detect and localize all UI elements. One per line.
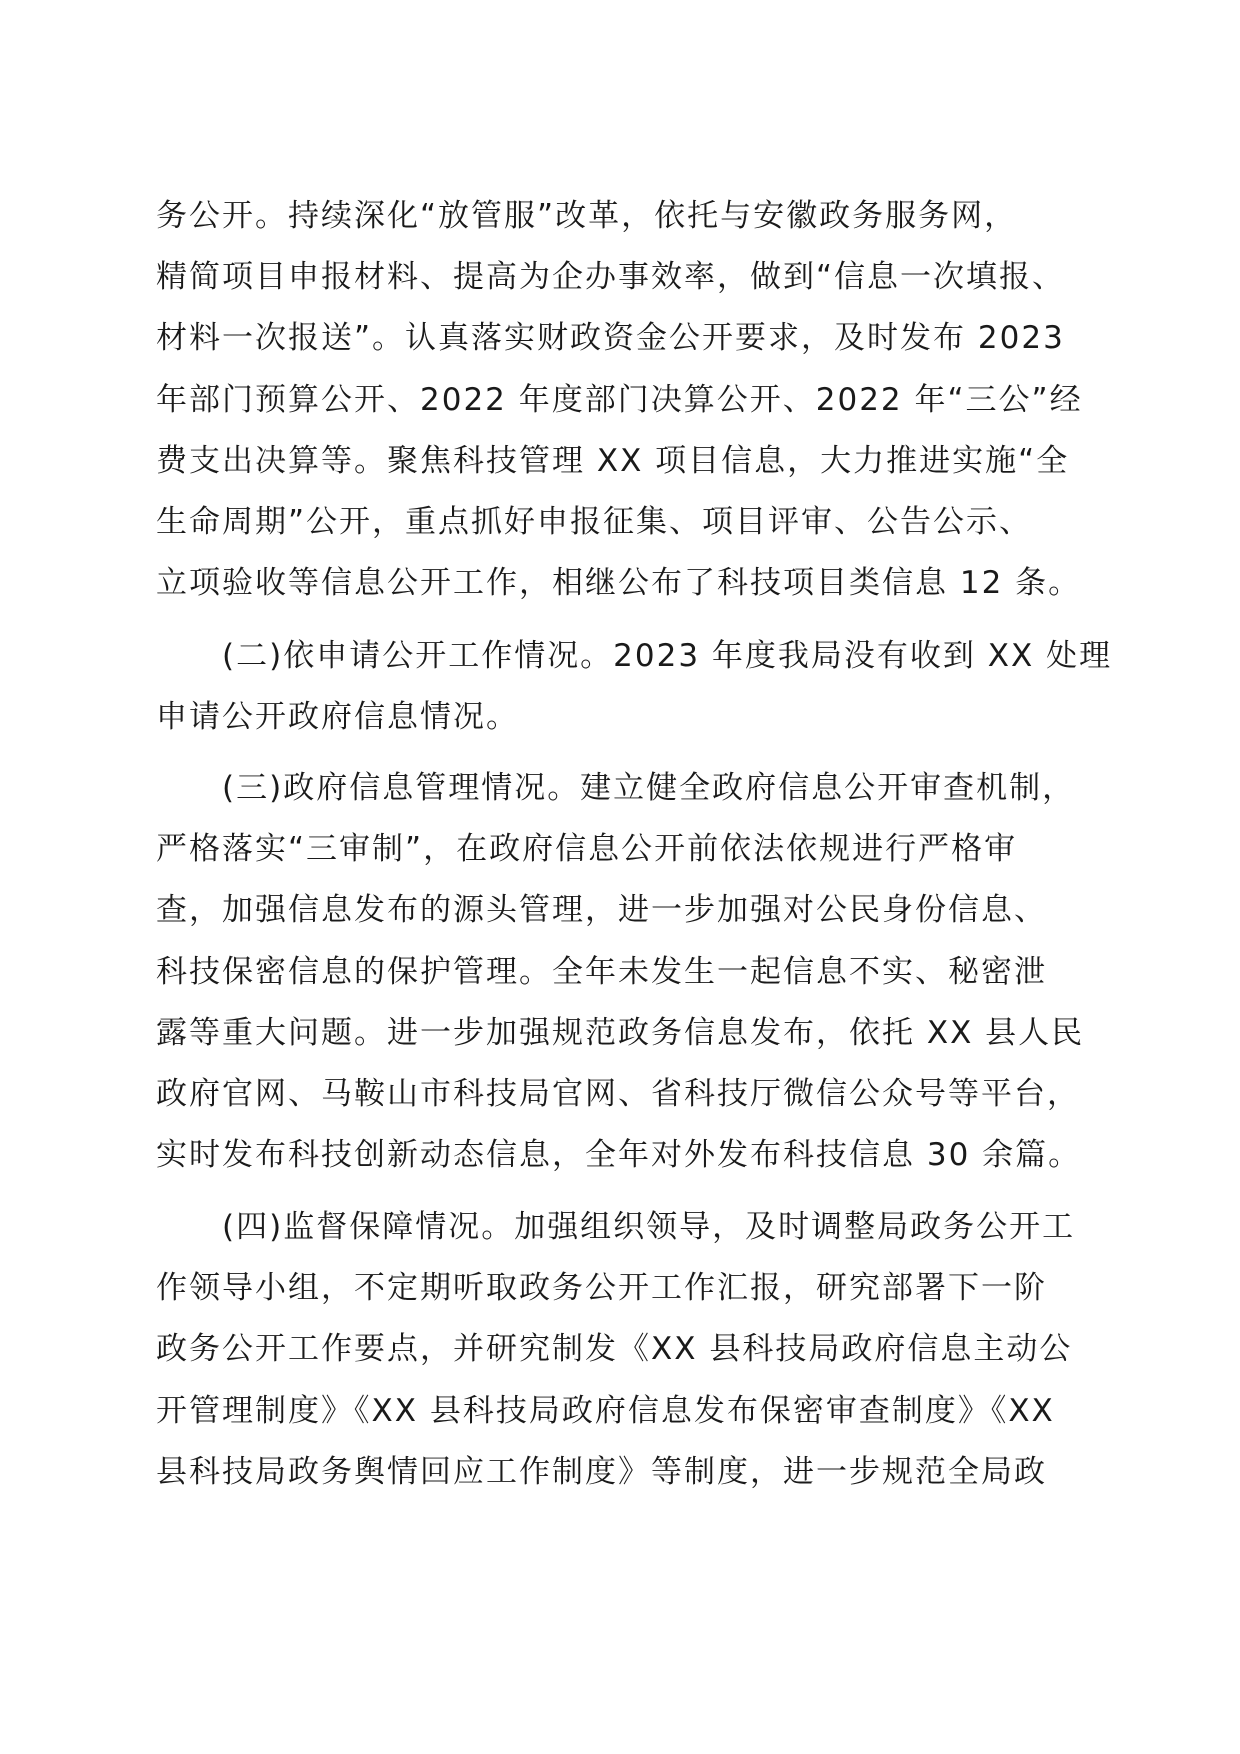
text-line: 申请公开政府信息情况。 — [156, 699, 519, 735]
section-3-heading-line: (三)政府信息管理情况。建立健全政府信息公开审查机制， — [222, 770, 1076, 806]
section-4-heading-line: (四)监督保障情况。加强组织领导，及时调整局政务公开工 — [222, 1209, 1076, 1245]
text-line: 露等重大问题。进一步加强规范政务信息发布，依托 XX 县人民 — [156, 1015, 1085, 1051]
text-line: 严格落实“三审制”，在政府信息公开前依法依规进行严格审 — [156, 831, 1018, 867]
text-line: 县科技局政务舆情回应工作制度》等制度，进一步规范全局政 — [156, 1454, 1047, 1490]
text-line: 费支出决算等。聚焦科技管理 XX 项目信息，大力推进实施“全 — [156, 443, 1070, 479]
text-line: 年部门预算公开、2022 年度部门决算公开、2022 年“三公”经 — [156, 382, 1083, 418]
text-line: 精简项目申报材料、提高为企办事效率，做到“信息一次填报、 — [156, 259, 1066, 295]
section-2-heading-line: (二)依申请公开工作情况。2023 年度我局没有收到 XX 处理 — [222, 638, 1113, 674]
text-line: 政府官网、马鞍山市科技局官网、省科技厅微信公众号等平台， — [156, 1076, 1080, 1112]
text-line: 生命周期”公开，重点抓好申报征集、项目评审、公告公示、 — [156, 504, 1033, 540]
text-line: 实时发布科技创新动态信息，全年对外发布科技信息 30 余篇。 — [156, 1137, 1082, 1173]
text-line: 政务公开工作要点，并研究制发《XX 县科技局政府信息主动公 — [156, 1331, 1073, 1367]
text-line: 科技保密信息的保护管理。全年未发生一起信息不实、秘密泄 — [156, 954, 1047, 990]
text-line: 作领导小组，不定期听取政务公开工作汇报，研究部署下一阶 — [156, 1270, 1047, 1306]
text-line: 务公开。持续深化“放管服”改革，依托与安徽政务服务网， — [156, 198, 1018, 234]
text-line: 开管理制度》《XX 县科技局政府信息发布保密审查制度》《XX — [156, 1393, 1055, 1429]
text-line: 立项验收等信息公开工作，相继公布了科技项目类信息 12 条。 — [156, 565, 1082, 601]
text-line: 查，加强信息发布的源头管理，进一步加强对公民身份信息、 — [156, 892, 1047, 928]
text-line: 材料一次报送”。认真落实财政资金公开要求，及时发布 2023 — [156, 320, 1065, 356]
